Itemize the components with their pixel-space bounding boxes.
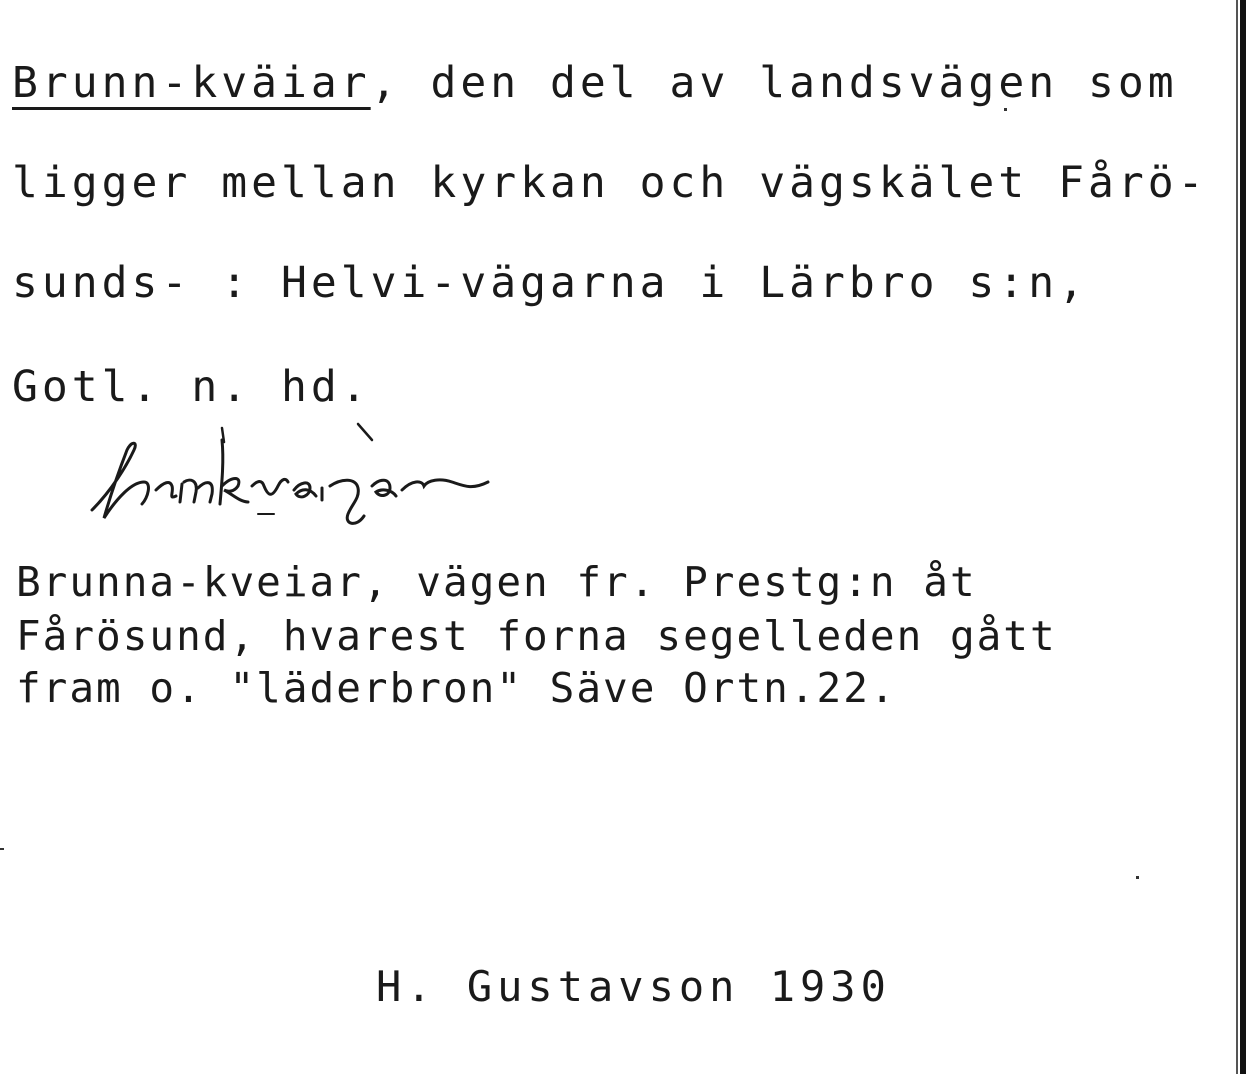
entry-line-3: sunds- : Helvi-vägarna i Lärbro s:n, [12, 258, 1088, 308]
scan-speck [0, 848, 4, 850]
citation-line-1: Brunna-kveiar, vägen fr. Prestg:n åt [16, 558, 977, 606]
card-edge-shadow [1236, 0, 1238, 1074]
citation-line-2: Fårösund, hvarest forna segelleden gått [16, 612, 1057, 660]
scan-speck [1136, 876, 1139, 879]
entry-line-4: Gotl. n. hd. [12, 362, 371, 412]
handwritten-note [72, 420, 592, 530]
signature: H. Gustavson 1930 [376, 962, 891, 1011]
entry-line-1-rest: , den del av landsvägen som [370, 58, 1178, 108]
headword: Brunn-kväiar [12, 58, 371, 108]
citation-line-3: fram o. "läderbron" Säve Ortn.22. [16, 664, 897, 712]
scan-speck [1004, 108, 1007, 111]
entry-line-2: ligger mellan kyrkan och vägskälet Fårö- [12, 158, 1208, 208]
entry-line-1 [12, 58, 1178, 108]
card-edge [1240, 0, 1246, 1074]
